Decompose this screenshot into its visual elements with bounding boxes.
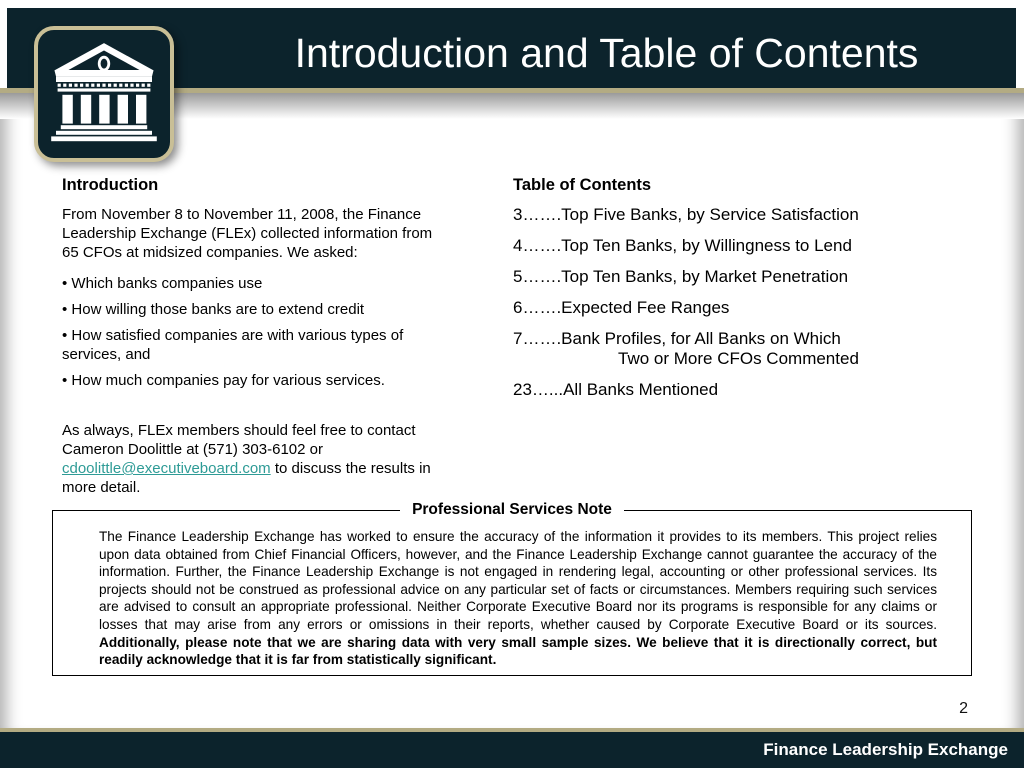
footer-brand: Finance Leadership Exchange [763, 740, 1008, 759]
note-body-bold-text: Additionally, please note that we are sharing data with very small sample sizes. We believe that it is directionally correct, but readily acknowledge that it is far from statistically significant. [99, 634, 937, 668]
professional-services-note [52, 501, 972, 676]
toc-entry-text2: Two or More CFOs Commented [618, 349, 859, 368]
intro-bullet: • How satisfied companies are with various types of services, and [62, 327, 404, 363]
toc-entry [513, 380, 983, 400]
introduction-section [62, 176, 438, 509]
intro-bullet: • How much companies pay for various services. [62, 372, 385, 389]
toc-entry [513, 236, 983, 256]
contact-paragraph [62, 421, 438, 497]
footer-bar [0, 728, 1024, 768]
toc-entry-text: 7…….Bank Profiles, for All Banks on Which [513, 329, 841, 348]
toc-entry-text: 6…….Expected Fee Ranges [513, 298, 730, 317]
note-body-text: The Finance Leadership Exchange has worked to ensure the accuracy of the information it provides to its members. This project relies upon data obtained from Chief Financial Officers, however, and the Finance Leadership Exchange cannot guarantee the accuracy of the information. Further, the Finance Leadership Exchange is not engaged in rendering legal, accounting or other professional services. Its projects should not be construed as professional advice on any particular set of facts or circumstances. Members requiring such services are advised to consult an appropriate professional. Neither Corporate Executive Board nor its programs is responsible for any claims or losses that may arise from any errors or omissions in their reports, whether caused by Corporate Executive Board or its sources. [99, 529, 937, 632]
toc-entry-text: 3…….Top Five Banks, by Service Satisfaction [513, 205, 859, 224]
intro-bullet: • How willing those banks are to extend credit [62, 301, 365, 318]
introduction-heading: Introduction [62, 176, 159, 194]
note-title [53, 501, 971, 519]
toc-entry-text: 23…...All Banks Mentioned [513, 380, 719, 399]
contact-text-before: As always, FLEx members should feel free to contact Cameron Doolittle at (571) 303-6102 or [62, 422, 416, 458]
note-title-text: Professional Services Note [400, 501, 624, 519]
toc-heading: Table of Contents [513, 176, 652, 194]
toc-entry-text: 5…….Top Ten Banks, by Market Penetration [513, 267, 849, 286]
page-title: Introduction and Table of Contents [294, 30, 919, 76]
table-of-contents-section [513, 176, 983, 411]
introduction-paragraph: From November 8 to November 11, 2008, the Finance Leadership Exchange (FLEx) collected information from 65 CFOs at midsized companies. We asked: [62, 206, 433, 261]
toc-entry [513, 329, 983, 369]
note-body [53, 511, 971, 669]
toc-entry-text: 4…….Top Ten Banks, by Willingness to Lend [513, 236, 852, 255]
email-link[interactable]: cdoolittle@executiveboard.com [62, 460, 271, 477]
toc-entry [513, 267, 983, 287]
contact-text-after: to discuss the results in more detail. [62, 460, 431, 496]
intro-bullet: • Which banks companies use [62, 275, 263, 292]
page-number: 2 [959, 700, 968, 717]
toc-entry [513, 298, 983, 318]
brand-logo [34, 26, 174, 162]
toc-entry [513, 205, 983, 225]
bank-building-icon [48, 40, 160, 148]
